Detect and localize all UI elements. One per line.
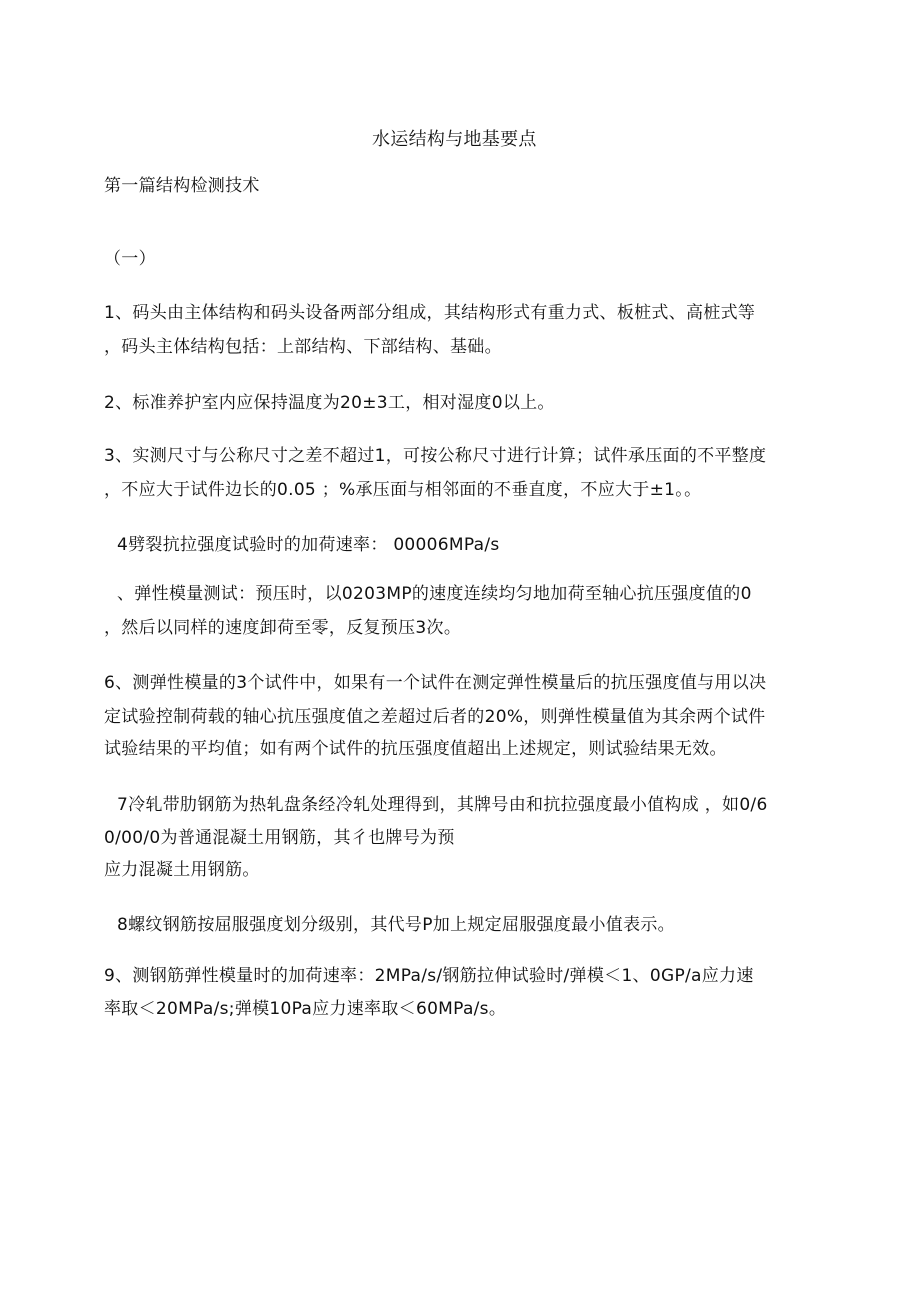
- paragraph-line: ，不应大于试件边长的0.05 ；%承压面与相邻面的不垂直度，不应大于±1。。: [104, 480, 702, 500]
- paragraph-line: 应力混凝土用钢筋。: [104, 860, 260, 880]
- paragraph-line: 试验结果的平均值；如有两个试件的抗压强度值超出上述规定，则试验结果无效。: [104, 739, 727, 759]
- paragraph-line: ，码头主体结构包括：上部结构、下部结构、基础。: [104, 337, 502, 357]
- paragraph-line: 2、标准养护室内应保持温度为20±3工，相对湿度0以上。: [104, 393, 555, 413]
- paragraph-line: 7冷轧带肋钢筋为热轧盘条经冷轧处理得到，其牌号由和抗拉强度最小值构成 ，如0/6: [117, 795, 768, 815]
- subsection-heading: （一）: [104, 249, 156, 269]
- paragraph-line: 8螺纹钢筋按屈服强度划分级别，其代号P加上规定屈服强度最小值表示。: [117, 915, 675, 935]
- paragraph-line: 4劈裂抗拉强度试验时的加荷速率： 00006MPa/s: [117, 535, 500, 555]
- paragraph-line: 1、码头由主体结构和码头设备两部分组成，其结构形式有重力式、板桩式、高桩式等: [104, 303, 756, 323]
- paragraph-line: ，然后以同样的速度卸荷至零，反复预压3次。: [104, 618, 462, 638]
- paragraph-line: 、弹性模量测试：预压时，以0203MP的速度连续均匀地加荷至轴心抗压强度值的0: [117, 584, 752, 604]
- section-heading: 第一篇结构检测技术: [104, 176, 260, 196]
- paragraph-line: 定试验控制荷载的轴心抗压强度值之差超过后者的20%，则弹性模量值为其余两个试件: [104, 707, 766, 727]
- paragraph-line: 0/00/0为普通混凝土用钢筋，其彳也牌号为预: [104, 828, 455, 848]
- paragraph-line: 率取＜20MPa/s;弹模10Pa应力速率取＜60MPa/s。: [104, 999, 507, 1019]
- paragraph-line: 9、测钢筋弹性模量时的加荷速率：2MPa/s/钢筋拉伸试验时/弹模＜1、0GP/a应力速: [104, 966, 754, 986]
- document-title: 水运结构与地基要点: [372, 129, 537, 150]
- paragraph-line: 6、测弹性模量的3个试件中，如果有一个试件在测定弹性模量后的抗压强度值与用以决: [104, 673, 767, 693]
- paragraph-line: 3、实测尺寸与公称尺寸之差不超过1，可按公称尺寸进行计算；试件承压面的不平整度: [104, 446, 767, 466]
